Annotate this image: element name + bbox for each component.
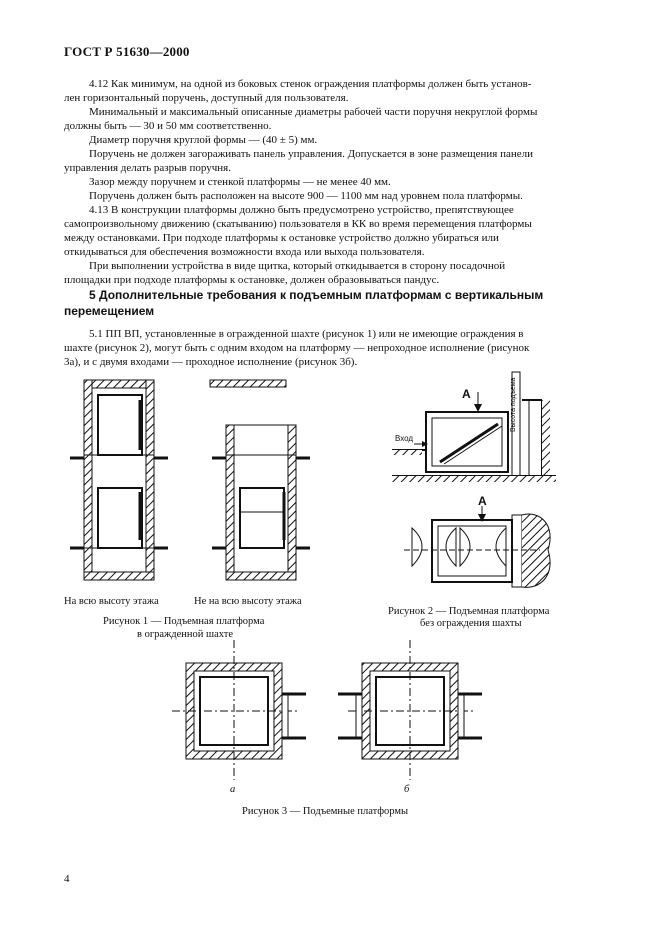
figure2-label-a-top: А bbox=[462, 387, 471, 401]
text-line: шахте (рисунок 2), могут быть с одним входом на платформу — непроходное исполнение (рисунок bbox=[64, 342, 530, 354]
figure3-caption: Рисунок 3 — Подъемные платформы bbox=[242, 806, 409, 817]
section-title-line2: перемещением bbox=[64, 304, 155, 318]
figure2-plan-view bbox=[404, 506, 550, 587]
figure3b-platform bbox=[338, 640, 482, 780]
figure1-label-left: На всю высоту этажа bbox=[64, 596, 159, 607]
text-line: между остановками. При подходе платформы к остановке устройство должно убираться или bbox=[64, 232, 499, 244]
figure2-caption-line1: Рисунок 2 — Подъемная платформа bbox=[388, 606, 550, 617]
text-line: 4.13 В конструкции платформы должно быть предусмотрено устройство, препятствующее bbox=[89, 204, 514, 216]
text-line: откидываться для обеспечения возможности входа или выхода пользователя. bbox=[64, 246, 425, 258]
figure2-caption-line2: без ограждения шахты bbox=[420, 618, 522, 629]
text-line: 5.1 ПП ВП, установленные в огражденной шахте (рисунок 1) или не имеющие ограждения в bbox=[89, 328, 524, 340]
text-line: Поручень должен быть расположен на высоте 900 — 1100 мм над уровнем пола платформы. bbox=[89, 190, 523, 202]
text-line: Поручень не должен загораживать панель управления. Допускается в зоне размещения панели bbox=[89, 148, 534, 160]
text-line: Минимальный и максимальный описанные диаметры рабочей части поручня некруглой формы bbox=[89, 106, 538, 118]
figure2-label-entry: Вход bbox=[395, 434, 414, 443]
text-line: Диаметр поручня круглой формы — (40 ± 5) мм. bbox=[89, 134, 318, 146]
figure3-label-b: б bbox=[404, 784, 410, 795]
text-line: 4.12 Как минимум, на одной из боковых стенок ограждения платформы должен быть установ- bbox=[89, 78, 532, 90]
figure1-left-shaft bbox=[70, 380, 168, 580]
figure1-caption-line1: Рисунок 1 — Подъемная платформа bbox=[103, 616, 265, 627]
figure2-side-view bbox=[392, 372, 556, 482]
figure2-label-height: Высота подъема bbox=[510, 377, 517, 432]
figure2-label-a-bottom: А bbox=[478, 494, 487, 508]
figure3a-platform bbox=[172, 640, 306, 780]
text-line: Зазор между поручнем и стенкой платформы — не менее 40 мм. bbox=[89, 176, 391, 188]
page-number: 4 bbox=[64, 873, 70, 885]
figure1-right-shaft bbox=[210, 380, 310, 580]
text-line: 3а), и с двумя входами — проходное исполнение (рисунок 3б). bbox=[64, 356, 358, 368]
text-line: лен горизонтальный поручень, доступный для пользователя. bbox=[64, 92, 349, 104]
section-title-line1: Дополнительные требования к подъемным платформам с вертикальным bbox=[99, 288, 544, 302]
text-line: площадки при подходе платформы к остановке, должен образовываться пандус. bbox=[64, 274, 440, 286]
figure1-caption-line2: в огражденной шахте bbox=[137, 629, 234, 640]
text-line: управления делать разрыв поручня. bbox=[64, 162, 231, 174]
document-header: ГОСТ Р 51630—2000 bbox=[64, 44, 190, 59]
figure1-label-right: Не на всю высоту этажа bbox=[194, 596, 302, 607]
figure3-label-a: а bbox=[230, 784, 236, 795]
text-line: При выполнении устройства в виде щитка, который откидывается в сторону посадочной bbox=[89, 260, 506, 272]
section-number: 5 bbox=[89, 288, 96, 302]
text-line: должны быть — 30 и 50 мм соответственно. bbox=[64, 120, 272, 132]
text-line: самопроизвольному движению (скатыванию) пользователя в КК во время перемещения платформы bbox=[64, 218, 532, 230]
